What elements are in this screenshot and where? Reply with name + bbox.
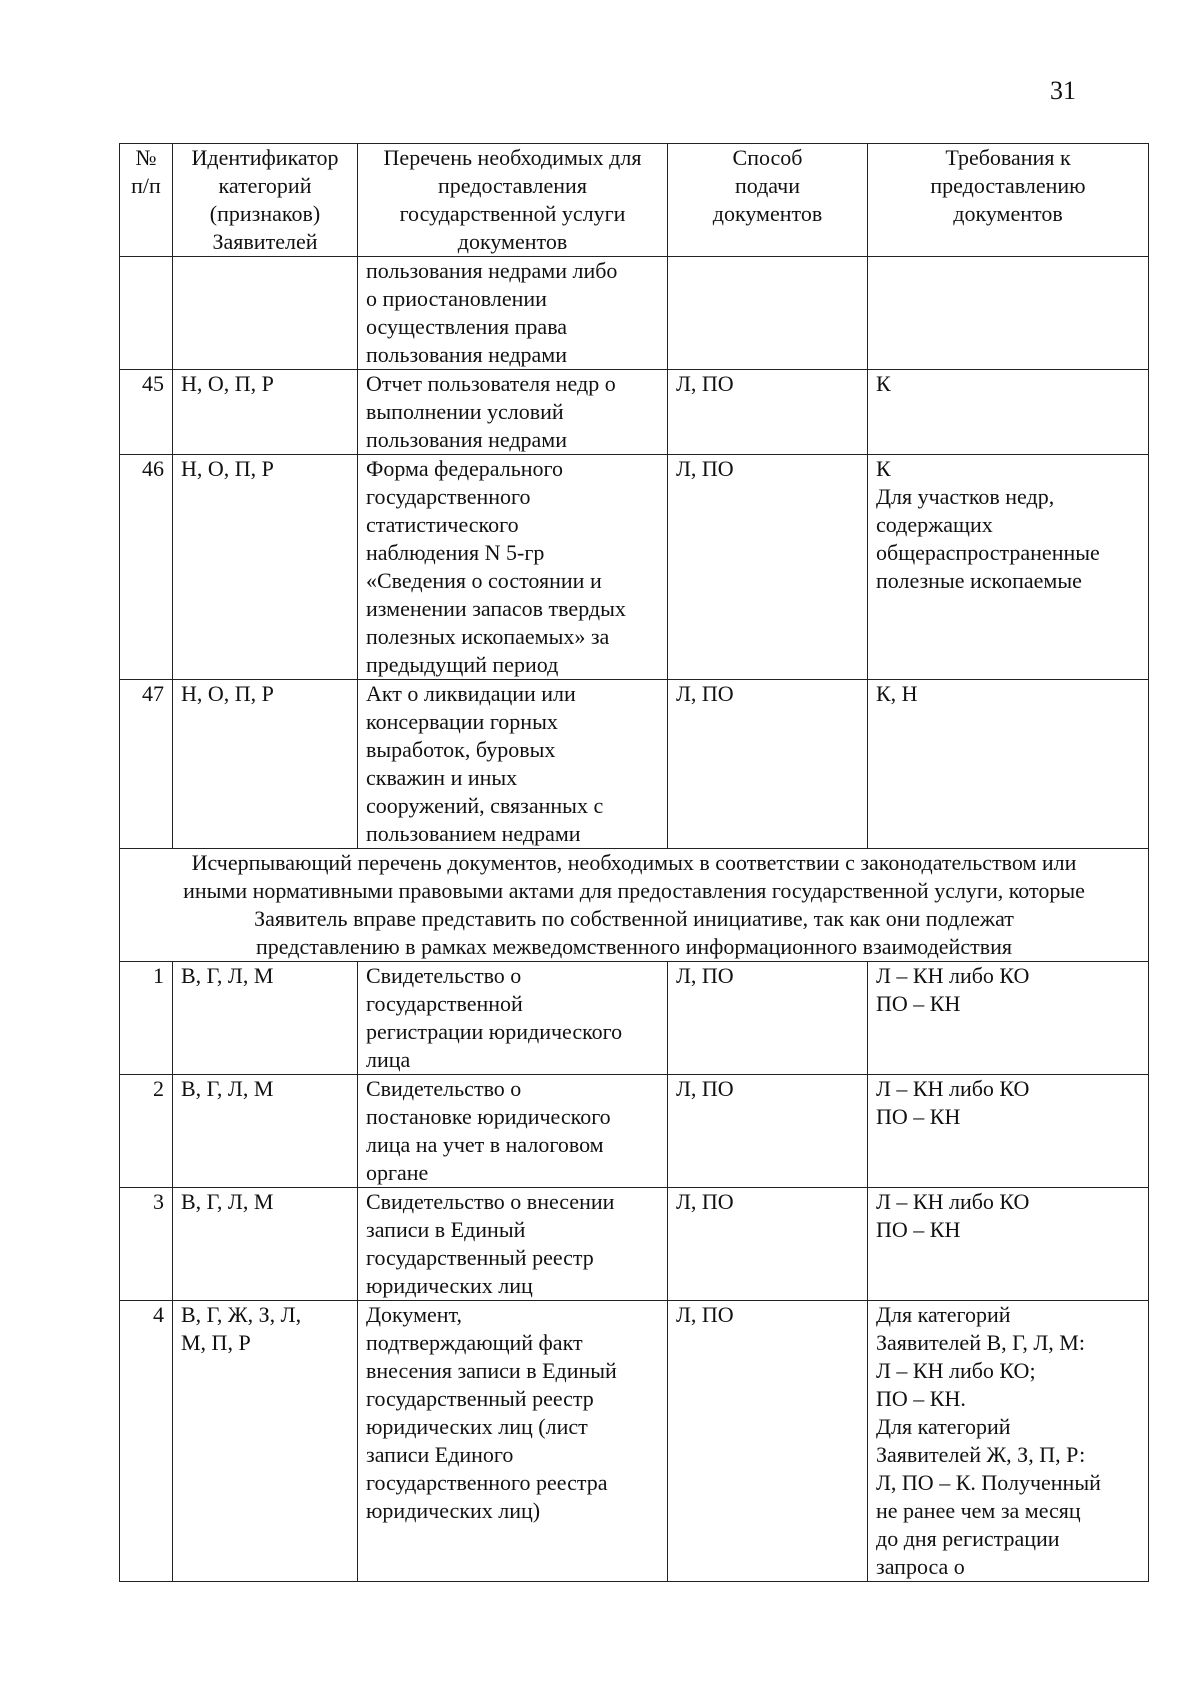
cell-line: Л, ПО: [676, 1302, 734, 1327]
cell-line: о приостановлении: [366, 286, 547, 311]
row-submission-method: [668, 962, 868, 1075]
cell-line: полезных ископаемых» за: [366, 624, 610, 649]
cell-line: Требования к: [945, 145, 1071, 170]
cell-line: консервации горных: [366, 709, 558, 734]
cell-line: Н, О, П, Р: [181, 371, 274, 396]
cell-line: Отчет пользователя недр о: [366, 371, 616, 396]
cell-line: Н, О, П, Р: [181, 681, 274, 706]
row-number: 46: [120, 455, 173, 680]
cell-line: регистрации юридического: [366, 1019, 623, 1044]
row-submission-method: [668, 1075, 868, 1188]
row-number: 47: [120, 680, 173, 849]
row-category-identifiers: [173, 1075, 358, 1188]
page-number: 31: [1050, 76, 1076, 105]
cell-line: Л, ПО: [676, 371, 734, 396]
row-number: 1: [120, 962, 173, 1075]
row-document-name: [358, 1075, 668, 1188]
table-body-bottom: [120, 962, 1149, 1582]
section-heading-row: [120, 849, 1149, 962]
cell-line: подтверждающий факт: [366, 1330, 583, 1355]
cell-line: Л, ПО – К. Полученный: [876, 1470, 1101, 1495]
cell-line: К: [876, 371, 891, 396]
row-requirements: [868, 370, 1149, 455]
cell-line: иными нормативными правовыми актами для предоставления государственной услуги, которые: [183, 878, 1085, 903]
row-submission-method: [668, 455, 868, 680]
table-header-row: [120, 144, 1149, 257]
cell-line: общераспространенные: [876, 540, 1100, 565]
cell-line: Л, ПО: [676, 681, 734, 706]
row-category-identifiers: [173, 455, 358, 680]
cell-line: представлению в рамках межведомственного информационного взаимодействия: [256, 934, 1012, 959]
cell-line: В, Г, Л, М: [181, 1076, 274, 1101]
cell-line: Л, ПО: [676, 1189, 734, 1214]
cell-line: категорий: [218, 173, 312, 198]
cell-line: пользования недрами либо: [366, 258, 618, 283]
cell-line: Свидетельство о: [366, 963, 522, 988]
cell-line: ПО – КН: [876, 1217, 961, 1242]
cell-line: Форма федерального: [366, 456, 563, 481]
cell-line: записи в Единый: [366, 1217, 526, 1242]
row-document-name: [358, 1188, 668, 1301]
cell-line: наблюдения N 5-гр: [366, 540, 545, 565]
cell-line: Для категорий: [876, 1302, 1011, 1327]
cell-line: п/п: [131, 173, 161, 198]
cell-line: юридических лиц (лист: [366, 1414, 588, 1439]
cell-line: статистического: [366, 512, 519, 537]
cell-line: К, Н: [876, 681, 918, 706]
cell-line: содержащих: [876, 512, 993, 537]
row-category-identifiers: [173, 1301, 358, 1582]
cell-line: предоставления: [438, 173, 587, 198]
cell-line: «Сведения о состоянии и: [366, 568, 602, 593]
row-requirements: [868, 455, 1149, 680]
cell-line: Документ,: [366, 1302, 463, 1327]
cell-line: ПО – КН: [876, 991, 961, 1016]
cell-line: пользованием недрами: [366, 821, 581, 846]
row-category-identifiers: [173, 680, 358, 849]
header-num: [120, 144, 173, 257]
cell-line: лица на учет в налоговом: [366, 1132, 604, 1157]
table-row: [120, 257, 1149, 370]
cell-line: Для участков недр,: [876, 484, 1055, 509]
cell-line: государственного реестра: [366, 1470, 608, 1495]
cell-line: Л, ПО: [676, 1076, 734, 1101]
table-row: [120, 1301, 1149, 1582]
row-number: 2: [120, 1075, 173, 1188]
header-requirements: [868, 144, 1149, 257]
row-category-identifiers: [173, 257, 358, 370]
row-document-name: [358, 257, 668, 370]
cell-line: осуществления права: [366, 314, 568, 339]
row-requirements: [868, 962, 1149, 1075]
cell-line: ПО – КН: [876, 1104, 961, 1129]
cell-line: юридических лиц: [366, 1273, 533, 1298]
row-document-name: [358, 962, 668, 1075]
row-submission-method: [668, 257, 868, 370]
cell-line: Л – КН либо КО: [876, 963, 1030, 988]
cell-line: изменении запасов твердых: [366, 596, 626, 621]
cell-line: пользования недрами: [366, 427, 567, 452]
row-category-identifiers: [173, 370, 358, 455]
cell-line: предоставлению: [930, 173, 1086, 198]
header-submission-method: [668, 144, 868, 257]
cell-line: выработок, буровых: [366, 737, 556, 762]
cell-line: документов: [457, 229, 568, 254]
cell-line: не ранее чем за месяц: [876, 1498, 1081, 1523]
table-body-top: [120, 257, 1149, 849]
section-heading: [120, 849, 1149, 962]
row-number: [120, 257, 173, 370]
header-identifier: [173, 144, 358, 257]
row-document-name: [358, 370, 668, 455]
cell-line: Свидетельство о внесении: [366, 1189, 615, 1214]
cell-line: юридических лиц): [366, 1498, 541, 1523]
cell-line: ПО – КН.: [876, 1386, 966, 1411]
cell-line: Заявителей Ж, З, П, Р:: [876, 1442, 1086, 1467]
cell-line: внесения записи в Единый: [366, 1358, 617, 1383]
row-category-identifiers: [173, 962, 358, 1075]
cell-line: Л, ПО: [676, 456, 734, 481]
table-row: [120, 370, 1149, 455]
cell-line: сооружений, связанных с: [366, 793, 604, 818]
row-category-identifiers: [173, 1188, 358, 1301]
cell-line: Н, О, П, Р: [181, 456, 274, 481]
cell-line: Идентификатор: [191, 145, 339, 170]
row-number: 3: [120, 1188, 173, 1301]
cell-line: В, Г, Л, М: [181, 963, 274, 988]
cell-line: подачи: [734, 173, 801, 198]
table-row: [120, 1188, 1149, 1301]
row-document-name: [358, 680, 668, 849]
cell-line: Акт о ликвидации или: [366, 681, 576, 706]
cell-line: Способ: [732, 145, 803, 170]
cell-line: (признаков): [209, 201, 321, 226]
table-row: [120, 1075, 1149, 1188]
table-row: [120, 680, 1149, 849]
cell-line: предыдущий период: [366, 652, 559, 677]
row-requirements: [868, 1188, 1149, 1301]
cell-line: государственный реестр: [366, 1386, 594, 1411]
cell-line: Л – КН либо КО;: [876, 1358, 1036, 1383]
cell-line: Заявителей: [212, 229, 318, 254]
table-row: [120, 455, 1149, 680]
cell-line: пользования недрами: [366, 342, 567, 367]
row-requirements: [868, 680, 1149, 849]
cell-line: Свидетельство о: [366, 1076, 522, 1101]
cell-line: Л – КН либо КО: [876, 1189, 1030, 1214]
row-submission-method: [668, 1188, 868, 1301]
row-number: 4: [120, 1301, 173, 1582]
cell-line: К: [876, 456, 891, 481]
cell-line: запроса о: [876, 1554, 965, 1579]
cell-line: государственный реестр: [366, 1245, 594, 1270]
row-number: 45: [120, 370, 173, 455]
cell-line: №: [135, 145, 157, 170]
cell-line: Перечень необходимых для: [383, 145, 642, 170]
cell-line: государственной: [366, 991, 523, 1016]
cell-line: В, Г, Л, М: [181, 1189, 274, 1214]
row-submission-method: [668, 370, 868, 455]
cell-line: государственного: [366, 484, 531, 509]
documents-table: [119, 143, 1149, 1582]
cell-line: Л – КН либо КО: [876, 1076, 1030, 1101]
header-document-list: [358, 144, 668, 257]
cell-line: документов: [953, 201, 1063, 226]
cell-line: полезные ископаемые: [876, 568, 1082, 593]
cell-line: Заявитель вправе представить по собственной инициативе, так как они подлежат: [254, 906, 1014, 931]
section-heading-body: [120, 849, 1149, 962]
cell-line: Л, ПО: [676, 963, 734, 988]
cell-line: скважин и иных: [366, 765, 518, 790]
cell-line: М, П, Р: [181, 1330, 251, 1355]
cell-line: выполнении условий: [366, 399, 564, 424]
row-submission-method: [668, 680, 868, 849]
row-requirements: [868, 1301, 1149, 1582]
cell-line: постановке юридического: [366, 1104, 611, 1129]
cell-line: документов: [712, 201, 823, 226]
cell-line: лица: [366, 1047, 411, 1072]
cell-line: Для категорий: [876, 1414, 1011, 1439]
row-requirements: [868, 1075, 1149, 1188]
table-row: [120, 962, 1149, 1075]
cell-line: Заявителей В, Г, Л, М:: [876, 1330, 1085, 1355]
cell-line: государственной услуги: [399, 201, 626, 226]
cell-line: до дня регистрации: [876, 1526, 1060, 1551]
row-document-name: [358, 1301, 668, 1582]
cell-line: органе: [366, 1160, 429, 1185]
row-requirements: [868, 257, 1149, 370]
cell-line: В, Г, Ж, З, Л,: [181, 1302, 302, 1327]
row-document-name: [358, 455, 668, 680]
row-submission-method: [668, 1301, 868, 1582]
cell-line: записи Единого: [366, 1442, 514, 1467]
cell-line: Исчерпывающий перечень документов, необходимых в соответствии с законодательством или: [191, 850, 1077, 875]
